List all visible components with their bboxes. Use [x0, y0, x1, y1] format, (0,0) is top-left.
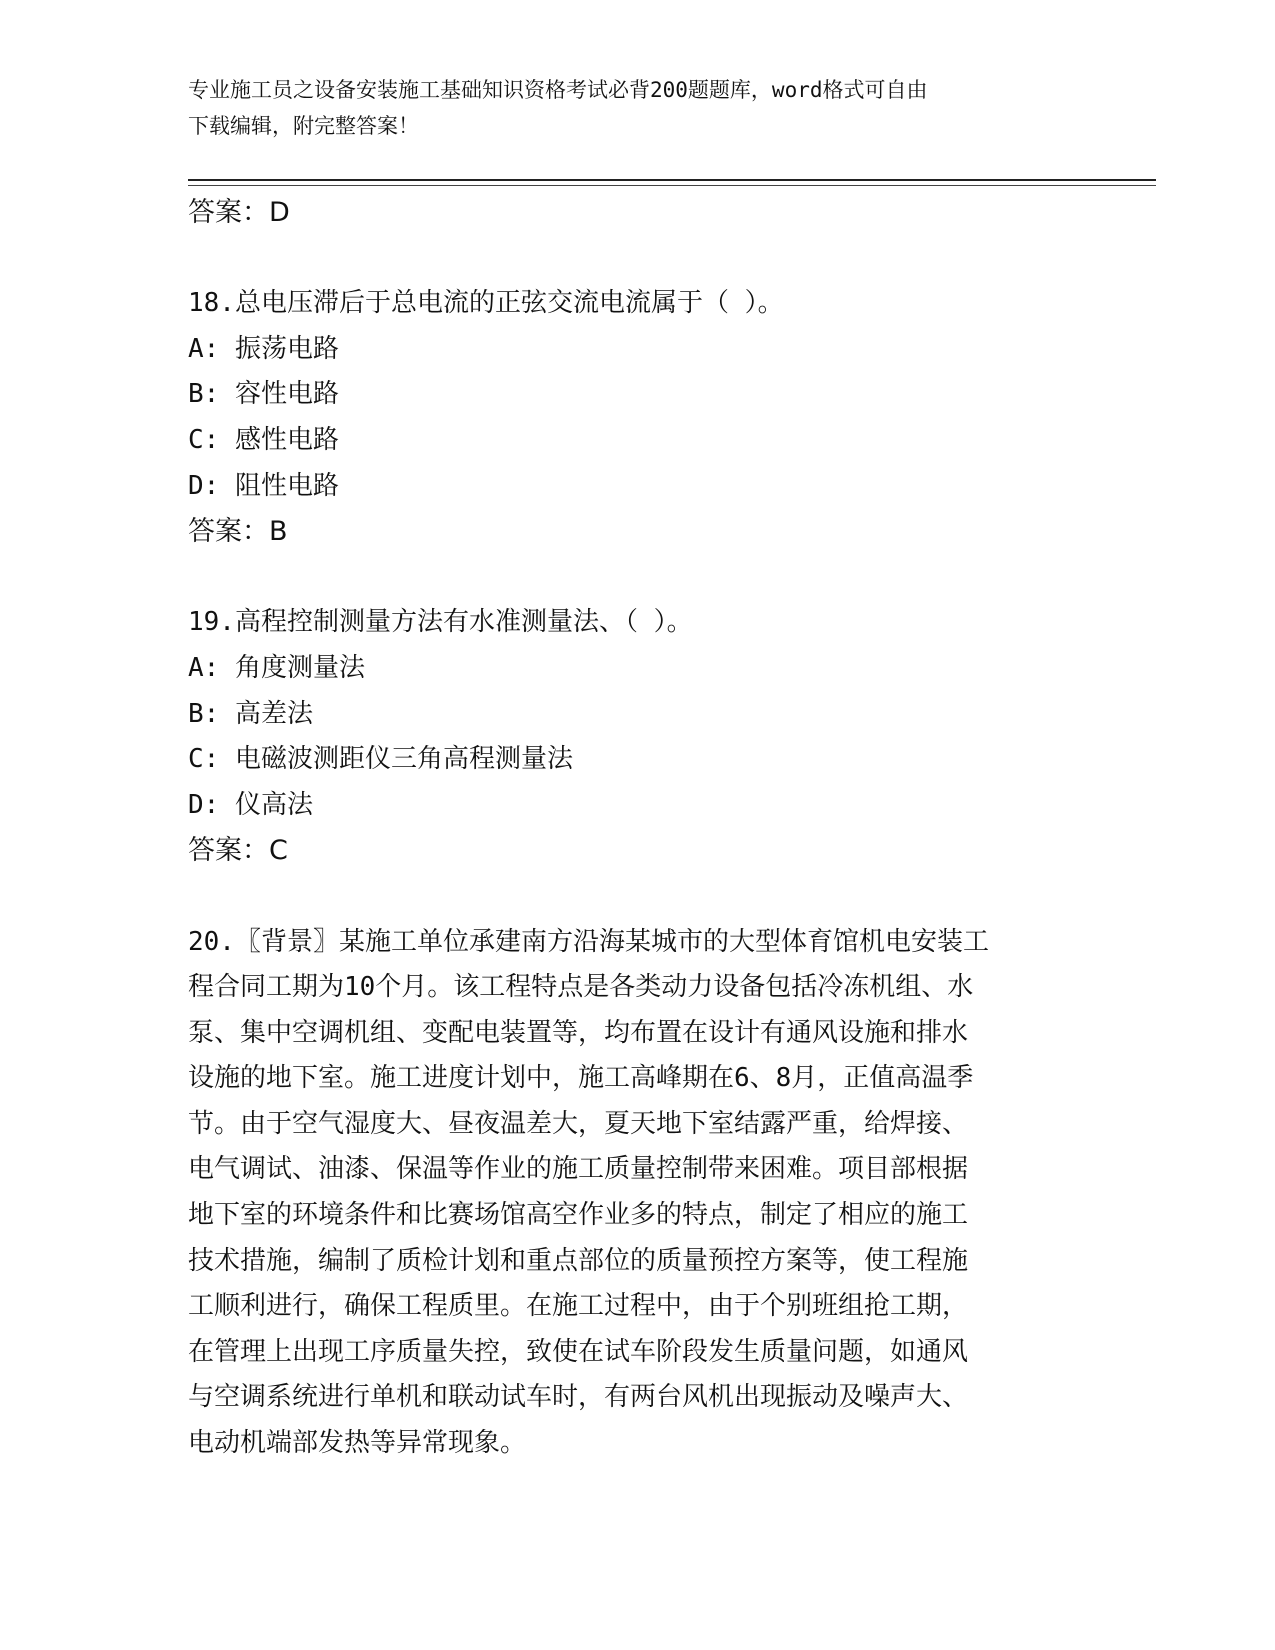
paragraph-line: 程合同工期为10个月。该工程特点是各类动力设备包括冷冻机组、水: [188, 972, 974, 1003]
paragraph-line: 电动机端部发热等异常现象。: [188, 1428, 527, 1459]
option-b: B: 高差法: [188, 698, 313, 729]
answer: 答案：B: [188, 516, 288, 548]
answer-17: 答案：D: [188, 197, 290, 228]
document-header: [188, 72, 1068, 144]
paragraph-line: 20.〖背景〗某施工单位承建南方沿海某城市的大型体育馆机电安装工: [188, 926, 989, 957]
header-line-2: 下载编辑，附完整答案！: [188, 114, 419, 138]
spacer: [188, 555, 1088, 601]
paragraph-line: 电气调试、油漆、保温等作业的施工质量控制带来困难。项目部根据: [188, 1154, 969, 1185]
question-text: 19.高程控制测量方法有水准测量法、（ ）。: [188, 607, 693, 638]
paragraph-line: 在管理上出现工序质量失控，致使在试车阶段发生质量问题，如通风: [188, 1336, 969, 1367]
question-20: [188, 920, 1088, 1467]
answer: 答案：C: [188, 835, 288, 867]
spacer: [188, 236, 1088, 282]
option-b: B: 容性电路: [188, 379, 339, 410]
paragraph-line: 技术措施，编制了质检计划和重点部位的质量预控方案等，使工程施: [188, 1245, 969, 1276]
option-d: D: 阻性电路: [188, 470, 339, 501]
paragraph-line: 地下室的环境条件和比赛场馆高空作业多的特点，制定了相应的施工: [188, 1200, 969, 1231]
paragraph-line: 泵、集中空调机组、变配电装置等，均布置在设计有通风设施和排水: [188, 1017, 969, 1048]
paragraph-line: 节。由于空气湿度大、昼夜温差大，夏天地下室结露严重，给焊接、: [188, 1108, 969, 1139]
option-d: D: 仪高法: [188, 789, 313, 820]
spacer: [188, 874, 1088, 920]
document-body: [188, 190, 1088, 1467]
paragraph-line: 与空调系统进行单机和联动试车时，有两台风机出现振动及噪声大、: [188, 1382, 969, 1413]
header-divider-thin: [188, 185, 1156, 186]
option-a: A: 振荡电路: [188, 333, 339, 364]
option-c: C: 电磁波测距仪三角高程测量法: [188, 744, 573, 775]
question-18: [188, 281, 1088, 555]
question-text: 18.总电压滞后于总电流的正弦交流电流属于（ ）。: [188, 288, 784, 319]
header-divider-thick: [188, 179, 1156, 181]
paragraph-line: 工顺利进行，确保工程质里。在施工过程中，由于个别班组抢工期，: [188, 1291, 969, 1322]
question-19: [188, 600, 1088, 874]
option-a: A: 角度测量法: [188, 652, 365, 683]
option-c: C: 感性电路: [188, 424, 339, 455]
paragraph-line: 设施的地下室。施工进度计划中，施工高峰期在6、8月，正值高温季: [188, 1063, 974, 1094]
header-line-1: 专业施工员之设备安装施工基础知识资格考试必背200题题库，word格式可自由: [188, 78, 928, 102]
